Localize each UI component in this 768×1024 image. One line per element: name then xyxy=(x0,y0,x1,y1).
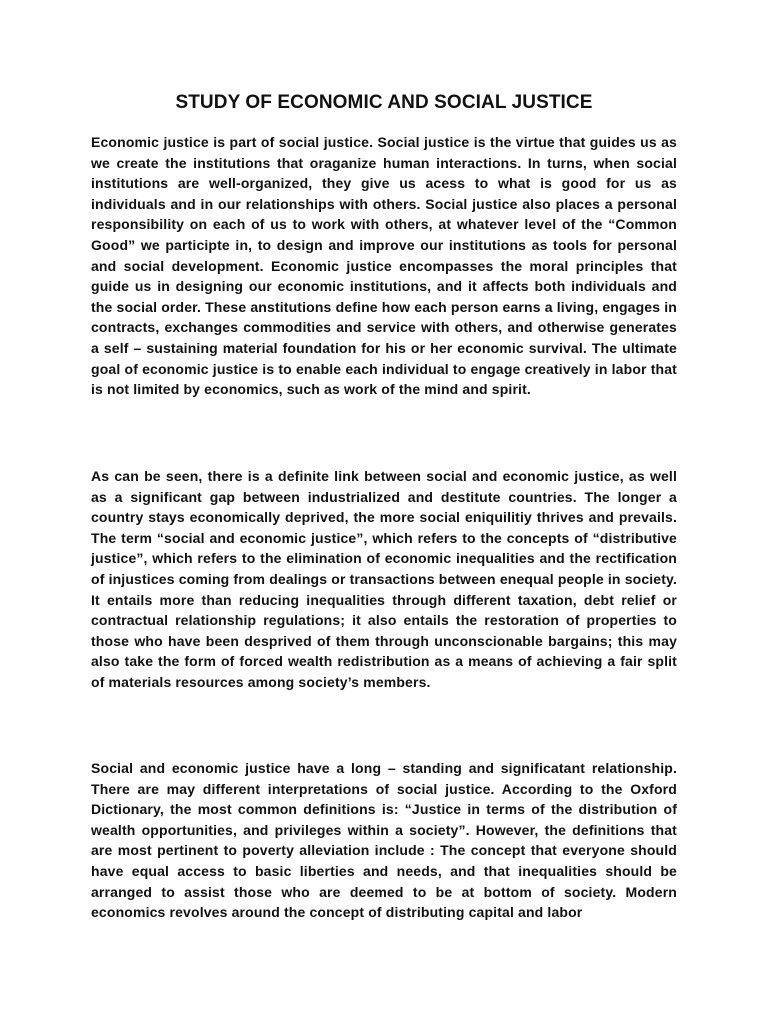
paragraph-2: As can be seen, there is a definite link between social and economic justice, as well as a significant gap between industrialized and destitute countries. The longer a country stays economically deprived, the more social eniquilitiy thrives and prevails. The term “social and economic justice”, which refers to the concepts of “distributive justice”, which refers to the elimination of economic inequalities and the rectification of injustices coming from dealings or transactions between enequal people in society. It entails more than reducing inequalities through different taxation, debt relief or contractual relationship regulations; it also entails the restoration of properties to those who have been desprived of them through unconscionable bargains; this may also take the form of forced wealth redistribution as a means of achieving a fair split of materials resources among society’s members. xyxy=(91,468,677,690)
paragraph-3: Social and economic justice have a long – standing and significatant relationship. There are may different interpretations of social justice. According to the Oxford Dictionary, the most common definitions is: “Justice in terms of the distribution of wealth opportunities, and privileges within a society”. However, the definitions that are most pertinent to poverty alleviation include : The concept that everyone should have equal access to basic liberties and needs, and that inequalities should be arranged to assist those who are deemed to be at bottom of society. Modern economics revolves around the concept of distributing capital and labor xyxy=(91,760,677,921)
page-title: STUDY OF ECONOMIC AND SOCIAL JUSTICE xyxy=(175,92,593,113)
paragraph-1: Economic justice is part of social justice. Social justice is the virtue that guides us as we create the institutions that oraganize human interactions. In turns, when social institutions are well-organized, they give us acess to what is good for us as individuals and in our relationships with others. Social justice also places a personal responsibility on each of us to work with others, at whatever level of the “Common Good” we participte in, to design and improve our institutions as tools for personal and social development. Economic justice encompasses the moral principles that guide us in designing our economic institutions, and it affects both individuals and the social order. These anstitutions define how each person earns a living, engages in contracts, exchanges commodities and service with others, and otherwise generates a self – sustaining material foundation for his or her economic survival. The ultimate goal of economic justice is to enable each individual to engage creatively in labor that is not limited by economics, such as work of the mind and spirit. xyxy=(91,134,677,398)
